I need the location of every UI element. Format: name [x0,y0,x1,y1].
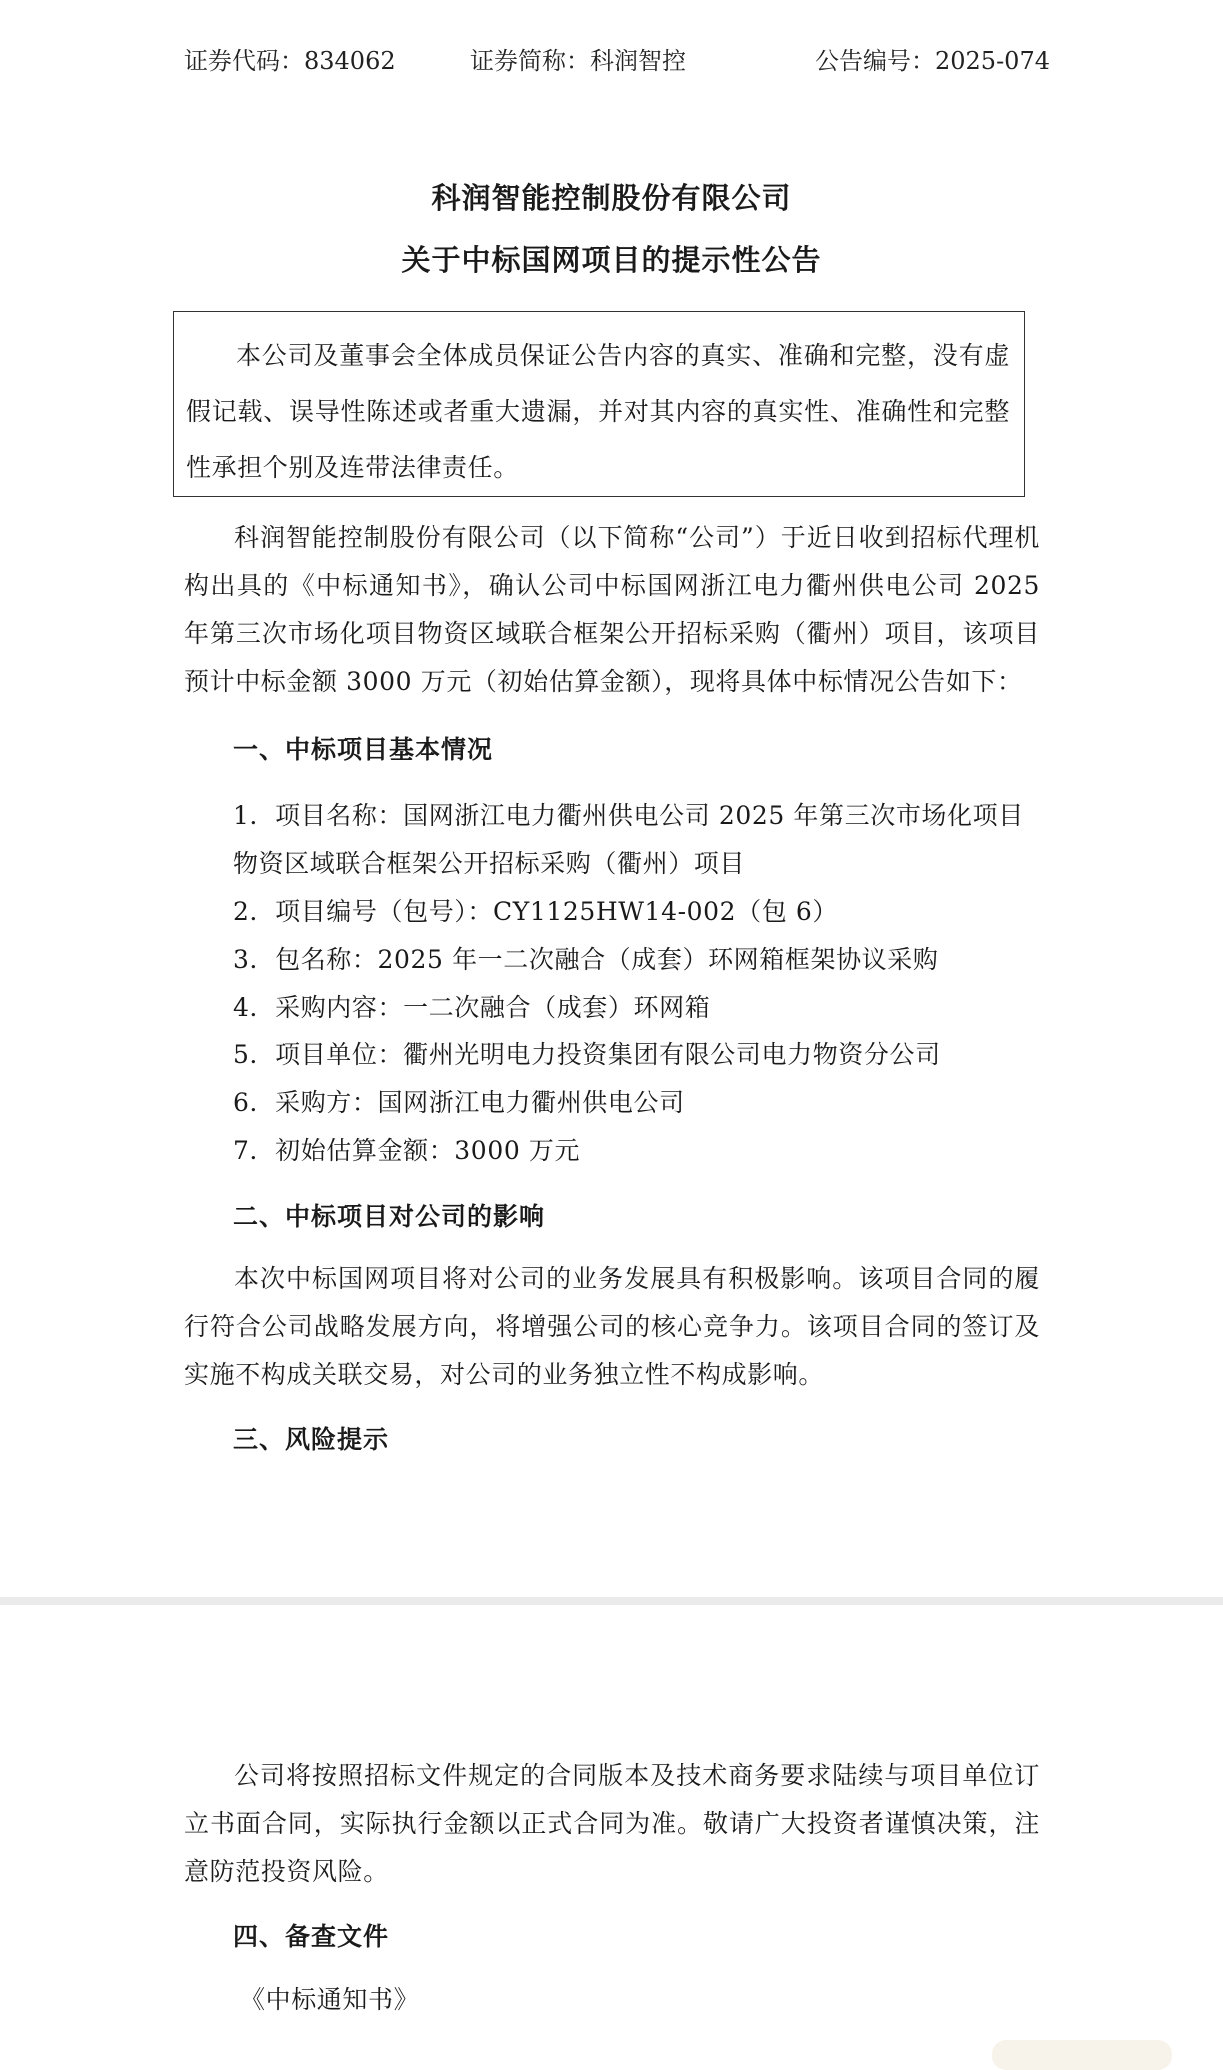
intro-paragraph: 科润智能控制股份有限公司（以下简称“公司”）于近日收到招标代理机构出具的《中标通知书》，确认公司中标国网浙江电力衢州供电公司 2025 年第三次市场化项目物资区域联合框架公开招标采购（衢州）项目，该项目预计中标金额 3000 万元（初始估算金额），现将具体中标情况公告如下： [184,523,1040,696]
disclaimer-box [173,311,1025,497]
section4-heading: 四、备查文件 [233,1922,390,1951]
floating-chip[interactable] [992,2040,1172,2070]
stock-code: 证券代码：834062 [184,47,396,75]
section2-paragraph: 本次中标国网项目将对公司的业务发展具有积极影响。该项目合同的履行符合公司战略发展方向，将增强公司的核心竞争力。该项目合同的签订及实施不构成关联交易，对公司的业务独立性不构成影响。 [184,1264,1040,1389]
disclaimer-text: 本公司及董事会全体成员保证公告内容的真实、准确和完整，没有虚假记载、误导性陈述或者重大遗漏，并对其内容的真实性、准确性和完整性承担个别及连带法律责任。 [186,341,1010,482]
section1-heading: 一、中标项目基本情况 [233,735,494,764]
section3-paragraph: 公司将按照招标文件规定的合同版本及技术商务要求陆续与项目单位订立书面合同，实际执行金额以正式合同为准。敬请广大投资者谨慎决策，注意防范投资风险。 [184,1761,1040,1886]
list-item: 6．采购方：国网浙江电力衢州供电公司 [233,1088,685,1117]
page-divider [0,1597,1223,1605]
list-item: 7．初始估算金额：3000 万元 [233,1136,581,1165]
company-title: 科润智能控制股份有限公司 [431,181,792,215]
announcement-title: 关于中标国网项目的提示性公告 [401,243,822,277]
list-item: 3．包名称：2025 年一二次融合（成套）环网箱框架协议采购 [233,945,939,974]
announcement-number: 公告编号：2025-074 [815,47,1050,75]
list-item: 2．项目编号（包号）：CY1125HW14-002（包 6） [233,897,838,926]
section2-heading: 二、中标项目对公司的影响 [233,1202,546,1231]
list-item: 5．项目单位：衢州光明电力投资集团有限公司电力物资分公司 [233,1040,941,1069]
reference-document: 《中标通知书》 [240,1985,420,2014]
list-item [184,792,1040,888]
stock-name: 证券简称：科润智控 [470,47,686,75]
list-item-text: 1．项目名称：国网浙江电力衢州供电公司 2025 年第三次市场化项目物资区域联合框架公开招标采购（衢州）项目 [233,801,1024,878]
section3-heading: 三、风险提示 [233,1425,390,1454]
list-item: 4．采购内容：一二次融合（成套）环网箱 [233,993,711,1022]
